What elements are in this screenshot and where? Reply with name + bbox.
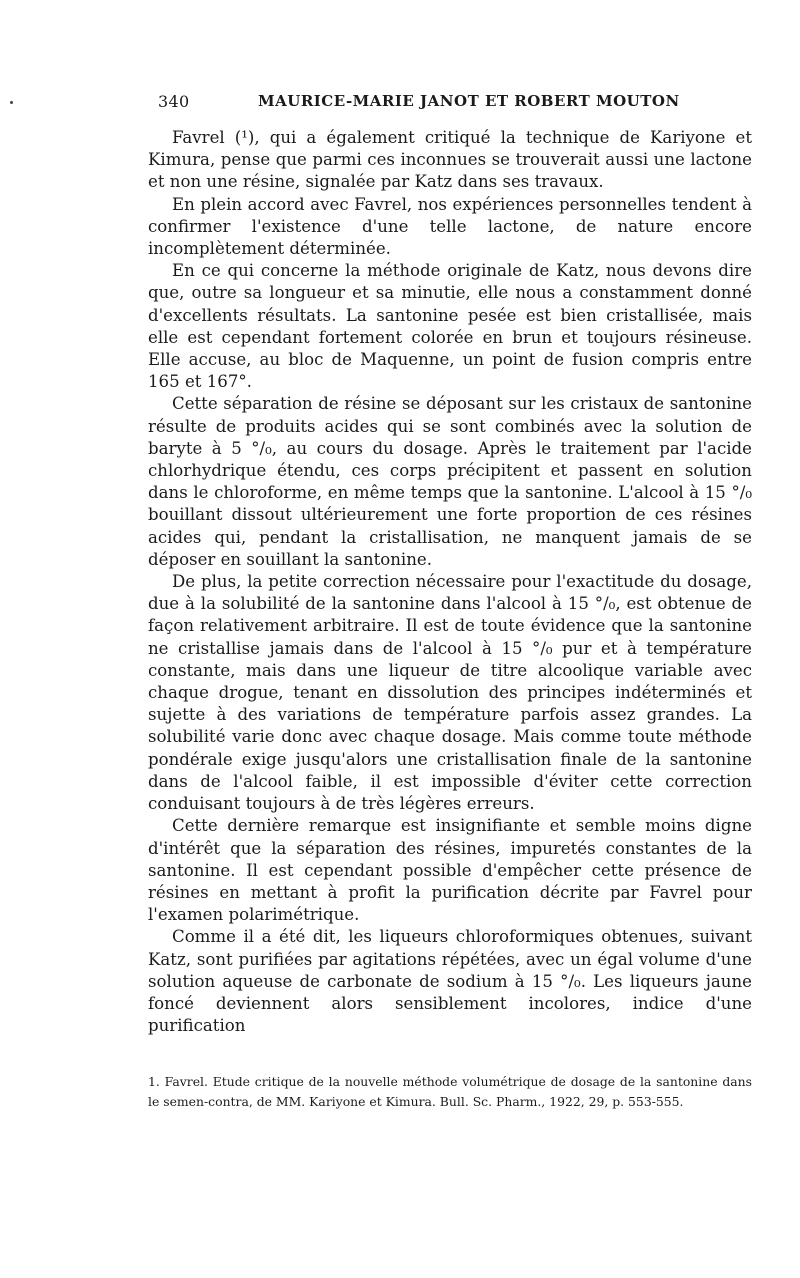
running-title: MAURICE-MARIE JANOT ET ROBERT MOUTON [258, 92, 680, 110]
body-text [148, 127, 752, 1037]
paragraph: Cette dernière remarque est insignifiante et semble moins digne d'intérêt que la séparation des résines, impuretés constantes de la santonine. Il est cependant possible d'empêcher cette présence de résines en mettant à profit la purification décrite par Favrel pour l'examen polarimétrique. [148, 816, 752, 925]
footnote-text: 1. Favrel. Etude critique de la nouvelle méthode volumétrique de dosage de la santonine dans le semen-contra, de MM. Kariyone et Kimura. Bull. Sc. Pharm., 1922, 29, p. 553-555. [148, 1074, 752, 1109]
page-number: 340 [158, 92, 190, 111]
paragraph: Cette séparation de résine se déposant sur les cristaux de santonine résulte de produits acides qui se sont combinés avec la solution de baryte à 5 °/₀, au cours du dosage. Après le traitement par l'acide chlorhydrique étendu, ces corps précipitent et passent en solution dans le chloroforme, en même temps que la santonine. L'alcool à 15 °/₀ bouillant dissout ultérieurement une forte proportion de ces résines acides qui, pendant la cristallisation, ne manquent jamais de se déposer en souillant la santonine. [148, 394, 752, 569]
footnote [148, 1072, 752, 1111]
scan-speck [10, 101, 13, 104]
paragraph: De plus, la petite correction nécessaire pour l'exactitude du dosage, due à la solubilité de la santonine dans l'alcool à 15 °/₀, est obtenue de façon relativement arbitraire. Il est de toute évidence que la santonine ne cristallise jamais dans de l'alcool à 15 °/₀ pur et à température constante, mais dans une liqueur de titre alcoolique variable avec chaque drogue, tenant en dissolution des principes indéterminés et sujette à des variations de température parfois assez grandes. La solubilité varie donc avec chaque dosage. Mais comme toute méthode pondérale exige jusqu'alors une cristallisation finale de la santonine dans de l'alcool faible, il est impossible d'éviter cette correction conduisant toujours à de très légères erreurs. [148, 572, 752, 814]
paragraph: Comme il a été dit, les liqueurs chloroformiques obtenues, suivant Katz, sont purifiées par agitations répétées, avec un égal volume d'une solution aqueuse de carbonate de sodium à 15 °/₀. Les liqueurs jaune foncé deviennent alors sensiblement incolores, indice d'une purification [148, 927, 752, 1036]
paragraph: Favrel (¹), qui a également critiqué la technique de Kariyone et Kimura, pense que parmi ces inconnues se trouverait aussi une lactone et non une résine, signalée par Katz dans ses travaux. [148, 128, 752, 192]
running-header [158, 92, 746, 116]
paragraph: En ce qui concerne la méthode originale de Katz, nous devons dire que, outre sa longueur et sa minutie, elle nous a constamment donné d'excellents résultats. La santonine pesée est bien cristallisée, mais elle est cependant fortement colorée en brun et toujours résineuse. Elle accuse, au bloc de Maquenne, un point de fusion compris entre 165 et 167°. [148, 261, 752, 392]
paragraph: En plein accord avec Favrel, nos expériences personnelles tendent à confirmer l'existence d'une telle lactone, de nature encore incomplètement déterminée. [148, 194, 752, 259]
